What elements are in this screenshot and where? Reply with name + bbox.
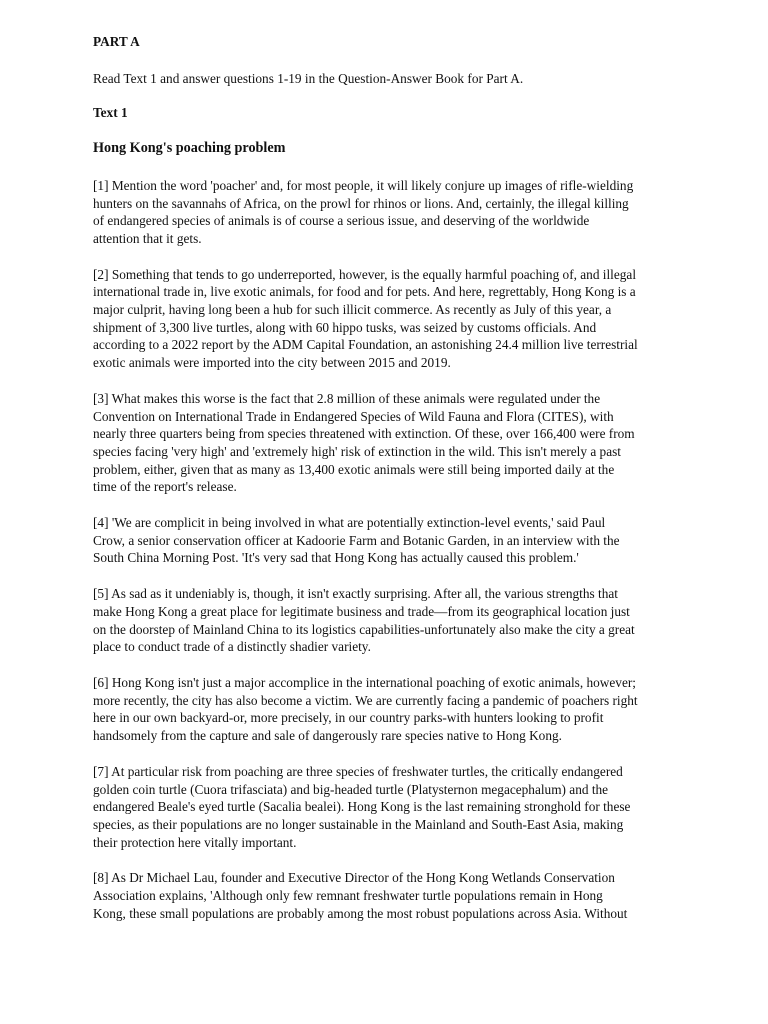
article-title: Hong Kong's poaching problem (93, 140, 286, 157)
document-page (93, 33, 678, 922)
paragraph-5: [5] As sad as it undeniably is, though, it isn't exactly surprising. After all, the various strengths that make Hong Kong a great place for legitimate business and trade—from its geographical location just on the doorstep of Mainland China to its logistics capabilities-unfortunately also make the city a great place to conduct trade of a distinctly shadier variety. (93, 586, 635, 655)
paragraph-8: [8] As Dr Michael Lau, founder and Executive Director of the Hong Kong Wetlands Conservation Association explains, 'Although only few remnant freshwater turtle populations remain in Hong Kong, these small populations are probably among the most robust populations across Asia. Without (93, 870, 628, 921)
paragraph-2: [2] Something that tends to go underreported, however, is the equally harmful poaching of, and illegal international trade in, live exotic animals, for food and for pets. And here, regrettably, Hong Kong is a major culprit, having long been a hub for such illicit commerce. As recently as July of this year, a shipment of 3,300 live turtles, along with 60 hippo tusks, was seized by customs officials. And according to a 2022 report by the ADM Capital Foundation, an astonishing 24.4 million live terrestrial exotic animals were imported into the city between 2015 and 2019. (93, 266, 638, 371)
paragraph-7: [7] At particular risk from poaching are three species of freshwater turtles, the critically endangered golden coin turtle (Cuora trifasciata) and big-headed turtle (Platysternon megacephalum) and the endangered Beale's eyed turtle (Sacalia bealei). Hong Kong is the last remaining stronghold for these species, as their populations are no longer sustainable in the Mainland and South-East Asia, making their protection here vitally important. (93, 763, 631, 850)
text-label: Text 1 (93, 105, 128, 121)
paragraph-1: [1] Mention the word 'poacher' and, for most people, it will likely conjure up images of rifle-wielding hunters on the savannahs of Africa, on the prowl for rhinos or lions. And, certainly, the illegal killing of endangered species of animals is of course a serious issue, and deserving of the worldwide attention that it gets. (93, 177, 634, 246)
paragraph-6: [6] Hong Kong isn't just a major accomplice in the international poaching of exotic animals, however; more recently, the city has also become a victim. We are currently facing a pandemic of poachers right here in our own backyard-or, more precisely, in our country parks-with hunters looking to profit handsomely from the capture and sale of dangerously rare species native to Hong Kong. (93, 674, 638, 744)
part-title: PART A (93, 34, 140, 49)
instruction-text: Read Text 1 and answer questions 1-19 in the Question-Answer Book for Part A. (93, 70, 524, 86)
paragraph-3: [3] What makes this worse is the fact that 2.8 million of these animals were regulated under the Convention on International Trade in Endangered Species of Wild Fauna and Flora (CITES), with nearly three quarters being from species threatened with extinction. Of these, over 166,400 were from species facing 'very high' and 'extremely high' risk of extinction in the wild. This isn't merely a past problem, either, given that as many as 13,400 exotic animals were still being imported daily at the time of the report's release. (93, 390, 635, 495)
paragraph-4: [4] 'We are complicit in being involved in what are potentially extinction-level events,' said Paul Crow, a senior conservation officer at Kadoorie Farm and Botanic Garden, in an interview with the South China Morning Post. 'It's very sad that Hong Kong has actually caused this problem.' (93, 515, 620, 566)
